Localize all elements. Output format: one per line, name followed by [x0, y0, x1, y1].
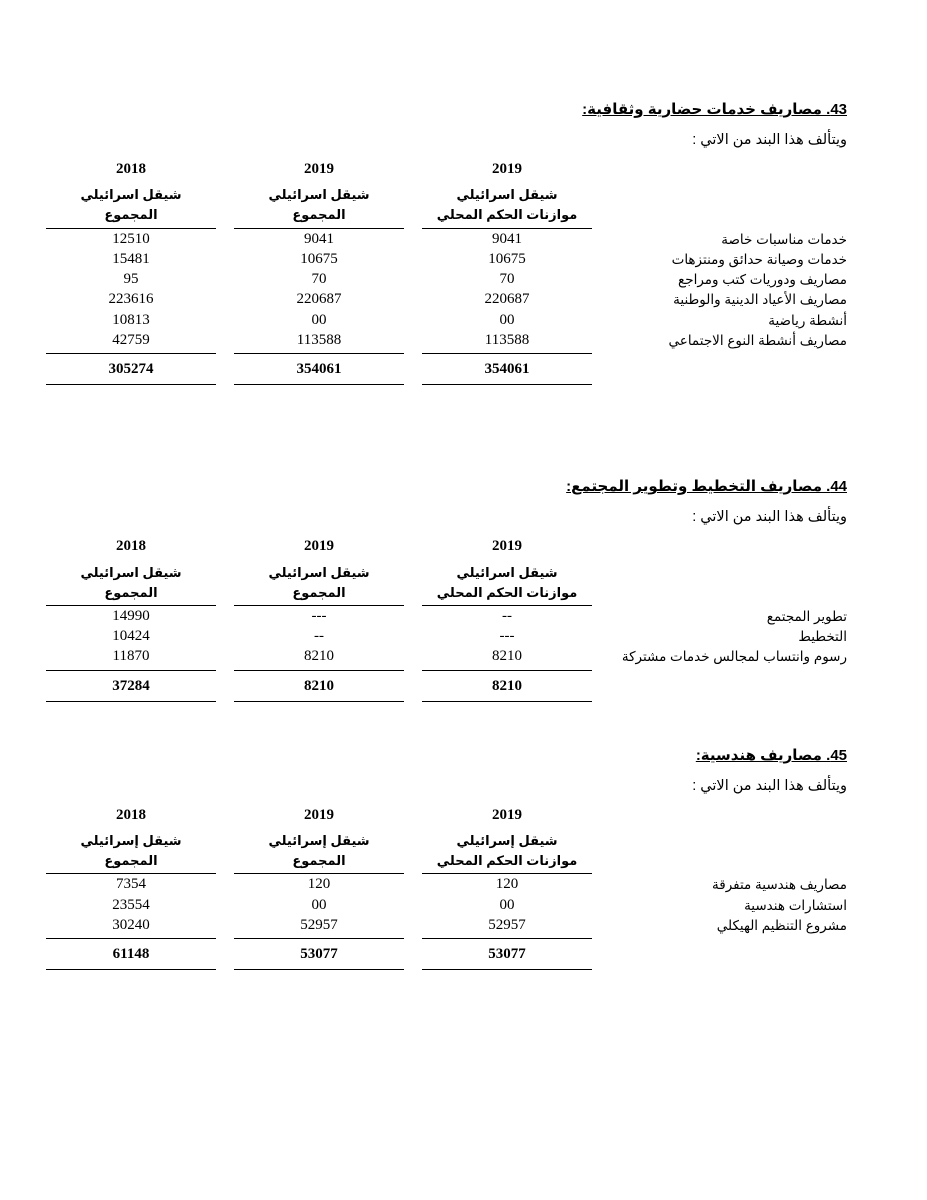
row-value: 00: [311, 311, 327, 328]
row-value: 8210: [304, 648, 334, 665]
gap-cell: [216, 874, 234, 894]
gap-cell: [216, 895, 234, 915]
row-label: مصاريف أنشطة النوع الاجتماعي: [668, 332, 847, 348]
table-header-row: [46, 804, 847, 875]
gap-cell: [216, 915, 234, 935]
header-label-cell: [592, 158, 847, 229]
section-43: [80, 100, 847, 385]
row-value: 10424: [112, 628, 150, 645]
column-scope: موازنات الحكم المحلي: [422, 583, 592, 606]
row-value: 9041: [492, 230, 522, 247]
table-row: [46, 606, 847, 626]
row-value: 10675: [488, 250, 526, 267]
gap-cell: [216, 939, 234, 970]
column-year: 2019: [304, 806, 334, 823]
table-row: [46, 269, 847, 289]
row-value: 52957: [300, 916, 338, 933]
row-value: 7354: [116, 876, 146, 893]
row-value: 10675: [300, 250, 338, 267]
section-44: [80, 477, 847, 702]
row-label: التخطيط: [798, 629, 847, 645]
financial-table-45: [46, 804, 847, 971]
column-header-3: [422, 535, 592, 606]
row-value: 113588: [296, 331, 342, 348]
section-intro: ويتألف هذا البند من الاتي :: [692, 132, 847, 148]
financial-table-43: [46, 158, 847, 385]
table-row: [46, 915, 847, 935]
column-year: 2019: [492, 161, 522, 177]
table-row: [46, 330, 847, 350]
row-value: ---: [311, 607, 327, 624]
total-value: 305274: [46, 354, 216, 385]
section-spacer: [80, 702, 847, 746]
gap-cell: [404, 804, 422, 875]
header-label-cell: [592, 804, 847, 875]
gap-cell: [216, 310, 234, 330]
section-intro: ويتألف هذا البند من الاتي :: [692, 777, 847, 794]
column-year: 2019: [492, 538, 522, 555]
column-currency: شيقل اسرائيلي: [268, 187, 370, 203]
row-value: 9041: [304, 230, 334, 247]
column-scope: موازنات الحكم المحلي: [422, 851, 592, 874]
total-value: 354061: [234, 354, 404, 385]
section-45: [80, 746, 847, 971]
column-header-3: [422, 804, 592, 875]
total-value: 53077: [422, 939, 592, 970]
column-scope: المجموع: [234, 205, 404, 228]
gap-cell: [404, 229, 422, 249]
gap-cell: [404, 330, 422, 350]
table-wrapper: [80, 158, 847, 385]
gap-cell: [216, 289, 234, 309]
gap-cell: [216, 269, 234, 289]
column-currency: شيقل اسرائيلي: [80, 564, 182, 580]
table-row: [46, 874, 847, 894]
gap-cell: [404, 310, 422, 330]
row-value: 220687: [484, 291, 530, 308]
table-total-row: [46, 939, 847, 970]
row-value: 00: [499, 311, 515, 328]
gap-cell: [404, 249, 422, 269]
table-wrapper: [80, 535, 847, 702]
row-label: مشروع التنظيم الهيكلي: [716, 917, 847, 933]
financial-table-44: [46, 535, 847, 702]
column-header-1: [46, 535, 216, 606]
table-row: [46, 229, 847, 249]
table-row: [46, 310, 847, 330]
gap-cell: [404, 354, 422, 385]
column-year: 2019: [304, 161, 334, 177]
row-value: --: [502, 607, 512, 624]
row-label: خدمات وصيانة حدائق ومنتزهات: [671, 251, 847, 267]
row-label: أنشطة رياضية: [768, 312, 847, 328]
table-row: [46, 626, 847, 646]
table-row: [46, 895, 847, 915]
column-header-1: [46, 158, 216, 229]
column-year: 2019: [304, 538, 334, 555]
total-value: 8210: [422, 670, 592, 701]
row-value: 12510: [112, 230, 150, 247]
row-value: --: [314, 628, 324, 645]
total-label: [592, 939, 847, 970]
row-value: 95: [123, 271, 139, 288]
gap-cell: [216, 606, 234, 626]
table-total-row: [46, 354, 847, 385]
column-currency: شيقل اسرائيلي: [268, 564, 370, 580]
row-value: 30240: [112, 916, 150, 933]
column-header-2: [234, 804, 404, 875]
gap-cell: [216, 158, 234, 229]
column-currency: شيقل اسرائيلي: [80, 187, 182, 203]
gap-cell: [404, 269, 422, 289]
column-scope: موازنات الحكم المحلي: [422, 205, 592, 228]
row-value: 220687: [296, 291, 342, 308]
gap-cell: [404, 646, 422, 666]
row-value: 10813: [112, 311, 150, 328]
gap-cell: [216, 229, 234, 249]
row-label: مصاريف هندسية متفرقة: [712, 877, 847, 893]
column-currency: شيقل اسرائيلي: [456, 187, 558, 203]
total-value: 354061: [422, 354, 592, 385]
row-value: 11870: [112, 648, 150, 665]
gap-cell: [404, 874, 422, 894]
gap-cell: [216, 804, 234, 875]
gap-cell: [216, 249, 234, 269]
column-header-3: [422, 158, 592, 229]
section-intro: ويتألف هذا البند من الاتي :: [692, 509, 847, 526]
row-label: مصاريف الأعياد الدينية والوطنية: [673, 292, 847, 308]
table-header-row: [46, 535, 847, 606]
column-scope: المجموع: [46, 205, 216, 228]
row-value: 8210: [492, 648, 522, 665]
row-label: استشارات هندسية: [744, 897, 847, 913]
table-total-row: [46, 670, 847, 701]
gap-cell: [404, 158, 422, 229]
column-year: 2018: [116, 161, 146, 177]
gap-cell: [404, 626, 422, 646]
column-scope: المجموع: [234, 583, 404, 606]
row-value: 223616: [108, 291, 154, 308]
gap-cell: [404, 895, 422, 915]
total-value: 8210: [234, 670, 404, 701]
gap-cell: [216, 646, 234, 666]
column-year: 2019: [492, 806, 522, 823]
row-value: 14990: [112, 607, 150, 624]
table-header-row: [46, 158, 847, 229]
gap-cell: [404, 915, 422, 935]
gap-cell: [404, 535, 422, 606]
total-label: [592, 670, 847, 701]
section-spacer: [80, 385, 847, 477]
column-scope: المجموع: [234, 851, 404, 874]
row-label: تطوير المجتمع: [766, 608, 847, 624]
column-currency: شيقل إسرائيلي: [80, 833, 182, 849]
row-value: 70: [311, 271, 327, 288]
column-scope: المجموع: [46, 851, 216, 874]
row-label: رسوم وانتساب لمجالس خدمات مشتركة: [621, 649, 847, 665]
gap-cell: [216, 626, 234, 646]
row-value: 70: [499, 271, 515, 288]
column-year: 2018: [116, 538, 146, 555]
row-value: 15481: [112, 250, 150, 267]
row-value: 120: [307, 876, 331, 893]
gap-cell: [404, 289, 422, 309]
total-value: 61148: [46, 939, 216, 970]
column-header-2: [234, 158, 404, 229]
total-value: 37284: [46, 670, 216, 701]
table-row: [46, 646, 847, 666]
column-currency: شيقل إسرائيلي: [456, 833, 558, 849]
gap-cell: [216, 354, 234, 385]
row-value: 00: [499, 896, 515, 913]
table-row: [46, 289, 847, 309]
row-value: ---: [499, 628, 515, 645]
section-title: 45. مصاريف هندسية:: [695, 746, 847, 764]
gap-cell: [216, 670, 234, 701]
gap-cell: [216, 535, 234, 606]
row-value: 00: [311, 896, 327, 913]
row-value: 113588: [484, 331, 530, 348]
section-title: 43. مصاريف خدمات حضارية وثقافية:: [582, 101, 847, 118]
column-header-2: [234, 535, 404, 606]
section-title: 44. مصاريف التخطيط وتطوير المجتمع:: [566, 478, 847, 496]
gap-cell: [216, 330, 234, 350]
row-value: 42759: [112, 331, 150, 348]
total-label: [592, 354, 847, 385]
gap-cell: [404, 939, 422, 970]
table-row: [46, 249, 847, 269]
table-wrapper: [80, 804, 847, 971]
column-currency: شيقل إسرائيلي: [268, 833, 370, 849]
column-currency: شيقل اسرائيلي: [456, 564, 558, 580]
column-scope: المجموع: [46, 583, 216, 606]
column-year: 2018: [116, 806, 146, 823]
gap-cell: [404, 606, 422, 626]
row-value: 120: [495, 876, 519, 893]
row-value: 52957: [488, 916, 526, 933]
row-label: خدمات مناسبات خاصة: [721, 231, 847, 247]
column-header-1: [46, 804, 216, 875]
row-value: 23554: [112, 896, 150, 913]
total-value: 53077: [234, 939, 404, 970]
header-label-cell: [592, 535, 847, 606]
row-label: مصاريف ودوريات كتب ومراجع: [678, 272, 847, 288]
gap-cell: [404, 670, 422, 701]
